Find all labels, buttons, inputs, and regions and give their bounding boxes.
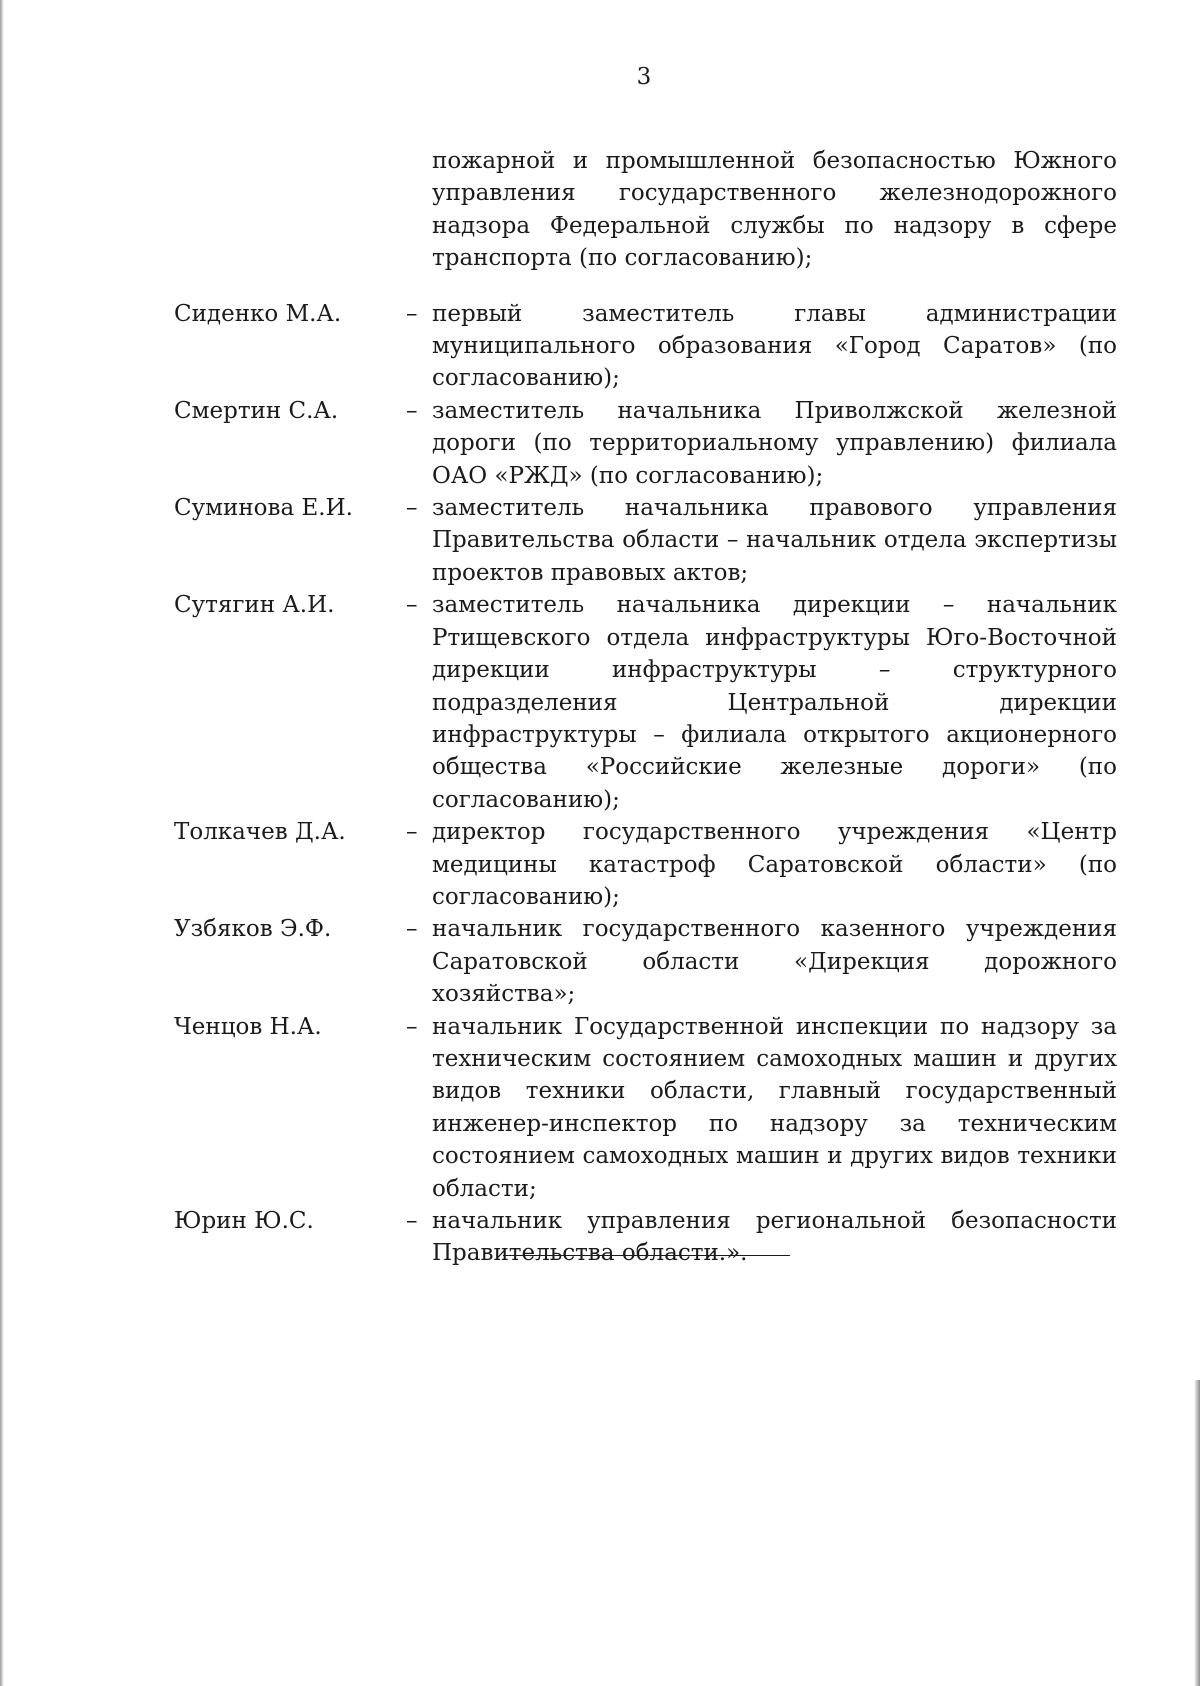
member-name: Смертин С.А.: [174, 397, 339, 424]
member-position: заместитель начальника дирекции – начальник Ртищевского отдела инфраструктуры Юго-Восточной дирекции инфраструктуры – структурного подразделения Центральной дирекции инфраструктуры – филиала открытого акционерного общества «Российские железные дороги» (по согласованию);: [432, 592, 1117, 813]
member-name: Сутягин А.И.: [174, 592, 335, 619]
dash-separator: –: [406, 1013, 418, 1040]
dash-separator: –: [406, 495, 418, 522]
list-item: [174, 395, 1118, 492]
scan-edge-left: [0, 0, 4, 1686]
list-item: [174, 1205, 1118, 1270]
member-position: начальник управления региональной безопасности Правительства области.».: [432, 1208, 1117, 1267]
dash-separator: –: [406, 300, 418, 327]
list-item: [174, 492, 1118, 589]
member-position: заместитель начальника правового управления Правительства области – начальник отдела экспертизы проектов правовых актов;: [432, 495, 1117, 586]
page-number: 3: [636, 64, 652, 90]
member-position: начальник государственного казенного учреждения Саратовской области «Дирекция дорожного хозяйства»;: [432, 916, 1117, 1008]
continuation-paragraph: пожарной и промышленной безопасностью Южного управления государственного железнодорожного надзора Федеральной службы по надзору в сфере транспорта (по согласованию);: [432, 148, 1117, 272]
list-item: [174, 298, 1118, 395]
member-position: заместитель начальника Приволжской железной дороги (по территориальному управлению) филиала ОАО «РЖД» (по согласованию);: [432, 397, 1117, 489]
member-position: директор государственного учреждения «Центр медицины катастроф Саратовской области» (по согласованию);: [432, 819, 1117, 910]
member-name: Ченцов Н.А.: [174, 1013, 322, 1040]
member-name: Сиденко М.А.: [174, 300, 342, 327]
list-item: [174, 589, 1118, 816]
dash-separator: –: [406, 916, 418, 943]
member-name: Суминова Е.И.: [174, 495, 353, 522]
dash-separator: –: [406, 1208, 418, 1234]
member-position: первый заместитель главы администрации муниципального образования «Город Саратов» (по согласованию);: [432, 300, 1117, 392]
dash-separator: –: [406, 592, 418, 619]
dash-separator: –: [406, 397, 418, 424]
member-position: начальник Государственной инспекции по надзору за техническим состоянием самоходных машин и других видов техники области, главный государственный инженер-инспектор по надзору за техническим состоянием самоходных машин и других видов техники области;: [432, 1013, 1117, 1202]
member-name: Толкачев Д.А.: [174, 819, 346, 846]
closing-separator-line: [503, 1255, 790, 1256]
member-name: Юрин Ю.С.: [174, 1208, 314, 1234]
list-item: [174, 913, 1118, 1010]
list-item: [174, 1011, 1118, 1205]
scan-edge-right: [1194, 1380, 1200, 1686]
list-item: [174, 816, 1118, 913]
members-list: [174, 122, 1118, 1270]
member-name: Узбяков Э.Ф.: [174, 916, 332, 943]
dash-separator: –: [406, 819, 418, 846]
